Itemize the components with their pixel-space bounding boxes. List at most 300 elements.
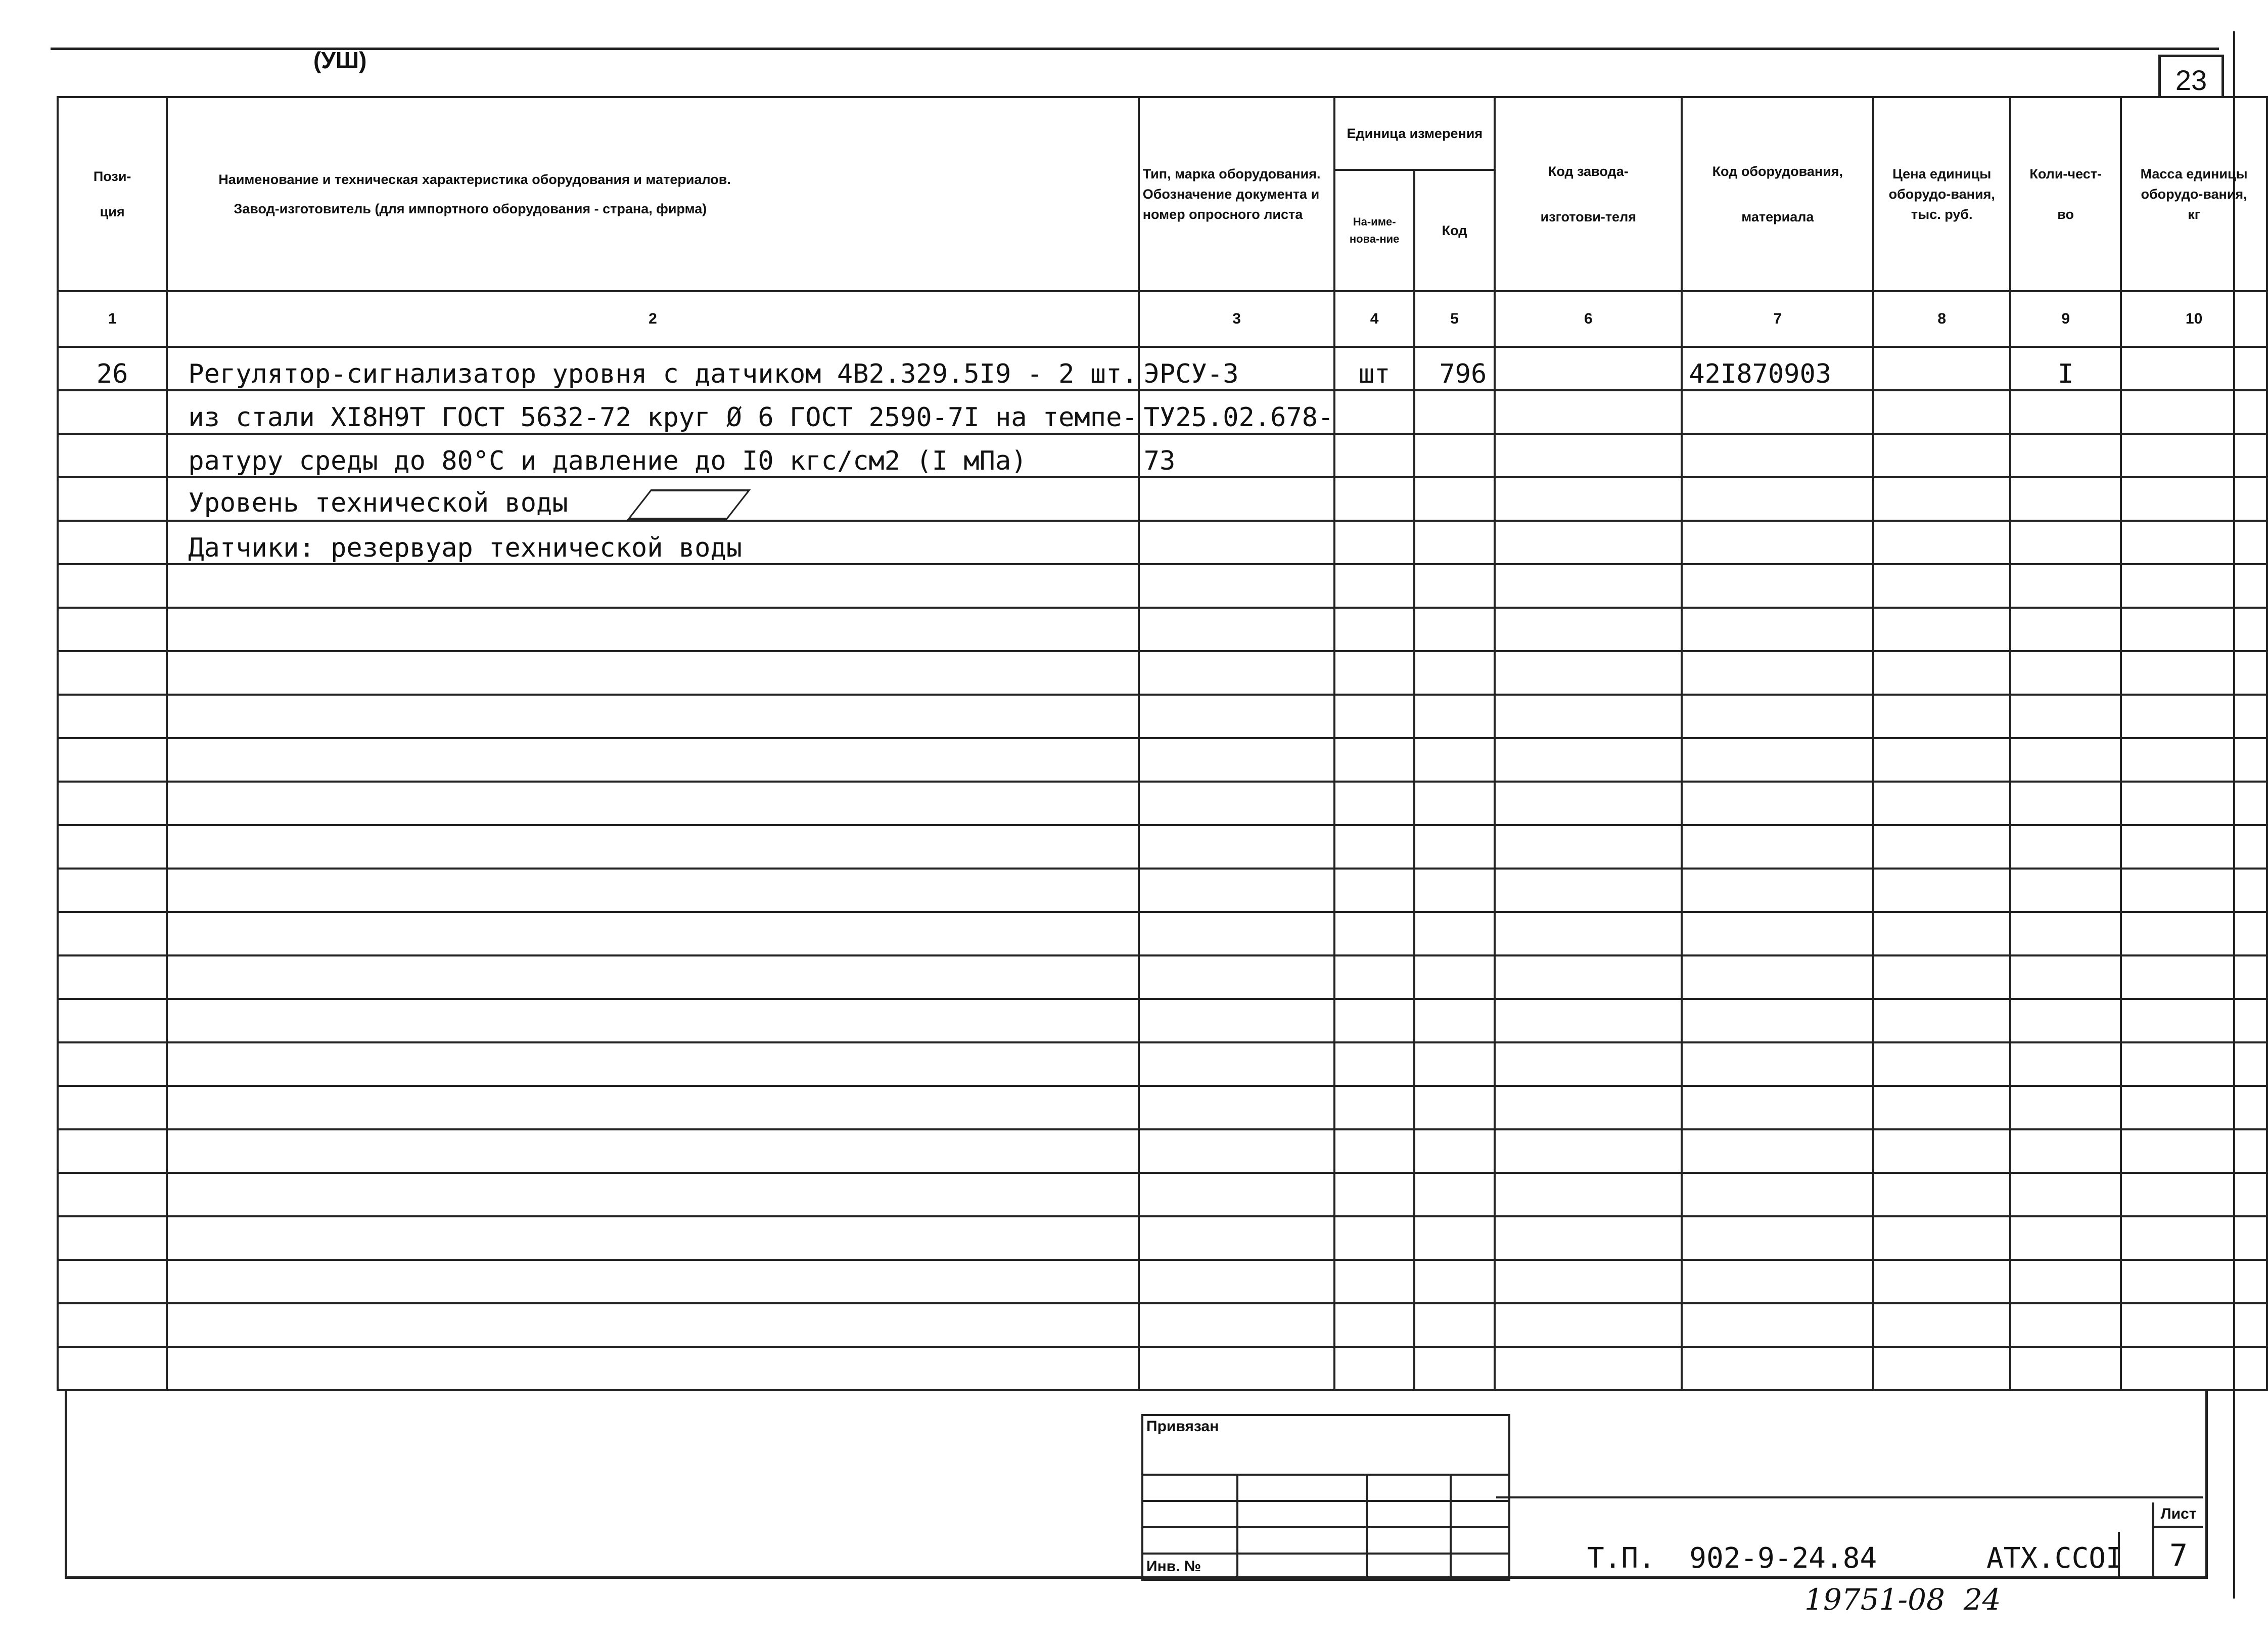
cell-unit-name	[1334, 782, 1414, 825]
cell-quantity	[2010, 477, 2121, 521]
table-row	[58, 695, 2267, 738]
cell-name	[167, 608, 1138, 651]
cell-equipment-code	[1682, 999, 1873, 1042]
cell-equipment-code	[1682, 912, 1873, 955]
cell-plant-code	[1495, 1173, 1682, 1216]
header-name-line1: Наименование и техническая характеристика оборудования и материалов.	[218, 172, 731, 187]
cell-type	[1139, 1347, 1335, 1390]
cell-unit-name	[1334, 1303, 1414, 1347]
cell-quantity	[2010, 1042, 2121, 1086]
cell-unit-name	[1334, 955, 1414, 999]
cell-mass	[2121, 564, 2267, 608]
bottom-frame	[65, 1389, 2208, 1579]
cell-unit-code	[1414, 912, 1495, 955]
cell-type	[1139, 1216, 1335, 1260]
cell-type	[1139, 1129, 1335, 1173]
cell-name: из стали XI8Н9Т ГОСТ 5632-72 круг Ø 6 ГОСТ 2590-7I на темпе-	[167, 390, 1138, 434]
table-row	[58, 477, 2267, 521]
cell-price	[1873, 477, 2010, 521]
stamp-label: Привязан	[1142, 1415, 1509, 1475]
cell-equipment-code	[1682, 1260, 1873, 1303]
cell-plant-code	[1495, 651, 1682, 695]
cell-plant-code	[1495, 390, 1682, 434]
cell-unit-name	[1334, 1129, 1414, 1173]
cell-type	[1139, 955, 1335, 999]
col-number: 1	[58, 291, 167, 347]
cell-name	[167, 1303, 1138, 1347]
cell-plant-code	[1495, 782, 1682, 825]
cell-position	[58, 608, 167, 651]
cell-unit-name	[1334, 1347, 1414, 1390]
cell-price	[1873, 782, 2010, 825]
cell-mass	[2121, 869, 2267, 912]
cell-quantity	[2010, 955, 2121, 999]
cell-unit-code	[1414, 434, 1495, 477]
cell-price	[1873, 1173, 2010, 1216]
cell-name	[167, 564, 1138, 608]
cell-quantity	[2010, 869, 2121, 912]
cell-mass	[2121, 1216, 2267, 1260]
cell-unit-name	[1334, 477, 1414, 521]
cell-position	[58, 564, 167, 608]
cell-type	[1139, 869, 1335, 912]
header-unit: Единица измерения	[1334, 97, 1495, 170]
table-row	[58, 390, 2267, 434]
cell-mass	[2121, 390, 2267, 434]
cell-quantity	[2010, 390, 2121, 434]
cell-quantity	[2010, 651, 2121, 695]
table-row	[58, 912, 2267, 955]
cell-position	[58, 738, 167, 782]
header-unit-name: На-име-нова-ние	[1334, 170, 1414, 291]
cell-price	[1873, 999, 2010, 1042]
cell-position	[58, 1216, 167, 1260]
col-number: 2	[167, 291, 1138, 347]
cell-name	[167, 1086, 1138, 1129]
cell-price	[1873, 738, 2010, 782]
cell-unit-name	[1334, 521, 1414, 564]
cell-name	[167, 738, 1138, 782]
table-row	[58, 347, 2267, 390]
cell-plant-code	[1495, 521, 1682, 564]
cell-name: Уровень технической воды	[167, 477, 1138, 521]
cell-position	[58, 1173, 167, 1216]
cell-name	[167, 912, 1138, 955]
cell-unit-code	[1414, 390, 1495, 434]
cell-type: ЭРСУ-3	[1139, 347, 1335, 390]
cell-equipment-code	[1682, 477, 1873, 521]
cell-unit-code	[1414, 608, 1495, 651]
cell-name	[167, 869, 1138, 912]
cell-unit-code	[1414, 695, 1495, 738]
cell-quantity	[2010, 738, 2121, 782]
cell-name: ратуру среды до 80°С и давление до I0 кгс/см2 (I мПа)	[167, 434, 1138, 477]
cell-plant-code	[1495, 1347, 1682, 1390]
cell-position	[58, 1260, 167, 1303]
cell-plant-code	[1495, 1042, 1682, 1086]
cell-unit-name	[1334, 999, 1414, 1042]
cell-equipment-code	[1682, 564, 1873, 608]
inv-label: Инв. №	[1142, 1554, 1237, 1580]
cell-type	[1139, 651, 1335, 695]
cell-plant-code	[1495, 434, 1682, 477]
col-number: 5	[1414, 291, 1495, 347]
cell-unit-name	[1334, 434, 1414, 477]
cell-unit-name	[1334, 1260, 1414, 1303]
cell-unit-code: 796	[1414, 347, 1495, 390]
cell-equipment-code	[1682, 1347, 1873, 1390]
cell-position	[58, 999, 167, 1042]
cell-position	[58, 695, 167, 738]
title-block-line	[1496, 1496, 2203, 1498]
cell-quantity	[2010, 782, 2121, 825]
cell-unit-name	[1334, 1173, 1414, 1216]
doc-number: Т.П. 902-9-24.84	[1587, 1542, 1877, 1575]
cell-mass	[2121, 1260, 2267, 1303]
table-row	[58, 1260, 2267, 1303]
cell-price	[1873, 1042, 2010, 1086]
cell-price	[1873, 1216, 2010, 1260]
cell-type	[1139, 521, 1335, 564]
cell-position	[58, 390, 167, 434]
table-row	[58, 1086, 2267, 1129]
cell-equipment-code	[1682, 651, 1873, 695]
cell-name	[167, 825, 1138, 869]
cell-type	[1139, 999, 1335, 1042]
table-row	[58, 1347, 2267, 1390]
cell-quantity	[2010, 912, 2121, 955]
cell-type	[1139, 1086, 1335, 1129]
cell-equipment-code: 42I870903	[1682, 347, 1873, 390]
cell-unit-name	[1334, 869, 1414, 912]
cell-position	[58, 651, 167, 695]
cell-equipment-code	[1682, 825, 1873, 869]
cell-position	[58, 782, 167, 825]
cell-plant-code	[1495, 477, 1682, 521]
cell-unit-code	[1414, 1086, 1495, 1129]
cell-name: Датчики: резервуар технической воды	[167, 521, 1138, 564]
cell-quantity	[2010, 1129, 2121, 1173]
column-number-row	[58, 291, 2267, 347]
cell-quantity	[2010, 1260, 2121, 1303]
cell-equipment-code	[1682, 521, 1873, 564]
specification-table	[57, 96, 2268, 1391]
cell-price	[1873, 955, 2010, 999]
cell-name	[167, 955, 1138, 999]
cell-type	[1139, 1303, 1335, 1347]
top-border-line	[51, 48, 2219, 50]
cell-mass	[2121, 1086, 2267, 1129]
cell-type	[1139, 912, 1335, 955]
doc-code: АТХ.ССОI	[1986, 1542, 2123, 1575]
cell-position	[58, 521, 167, 564]
cell-unit-name	[1334, 608, 1414, 651]
cell-mass	[2121, 1173, 2267, 1216]
cell-quantity	[2010, 1303, 2121, 1347]
cell-equipment-code	[1682, 434, 1873, 477]
cell-unit-name	[1334, 1216, 1414, 1260]
cell-type	[1139, 1260, 1335, 1303]
cell-quantity	[2010, 521, 2121, 564]
cell-type	[1139, 825, 1335, 869]
col-number: 8	[1873, 291, 2010, 347]
table-row	[58, 782, 2267, 825]
cell-unit-name	[1334, 1086, 1414, 1129]
cell-unit-code	[1414, 869, 1495, 912]
cell-quantity	[2010, 999, 2121, 1042]
table-row	[58, 651, 2267, 695]
cell-name	[167, 651, 1138, 695]
cell-unit-name	[1334, 738, 1414, 782]
cell-unit-code	[1414, 738, 1495, 782]
cell-mass	[2121, 521, 2267, 564]
cell-plant-code	[1495, 608, 1682, 651]
cell-unit-code	[1414, 1260, 1495, 1303]
col-number: 10	[2121, 291, 2267, 347]
cell-quantity	[2010, 1173, 2121, 1216]
header-position: Пози- ция	[58, 97, 167, 291]
cell-unit-name	[1334, 695, 1414, 738]
cell-plant-code	[1495, 912, 1682, 955]
cell-name	[167, 1347, 1138, 1390]
col-number: 6	[1495, 291, 1682, 347]
cell-equipment-code	[1682, 1173, 1873, 1216]
header-unit-code: Код	[1414, 170, 1495, 291]
cell-price	[1873, 825, 2010, 869]
cell-unit-name: шт	[1334, 347, 1414, 390]
cell-name	[167, 1260, 1138, 1303]
cell-plant-code	[1495, 347, 1682, 390]
header-name	[167, 97, 1138, 291]
cell-type	[1139, 782, 1335, 825]
cell-plant-code	[1495, 955, 1682, 999]
cell-plant-code	[1495, 1216, 1682, 1260]
col-number: 3	[1139, 291, 1335, 347]
cell-position	[58, 1303, 167, 1347]
cell-mass	[2121, 651, 2267, 695]
cell-name: Регулятор-сигнализатор уровня с датчиком 4В2.329.5I9 - 2 шт.	[167, 347, 1138, 390]
table-row	[58, 999, 2267, 1042]
cell-equipment-code	[1682, 738, 1873, 782]
cell-price	[1873, 912, 2010, 955]
cell-type: ТУ25.02.678-	[1139, 390, 1335, 434]
cell-price	[1873, 608, 2010, 651]
table-row	[58, 521, 2267, 564]
table-row	[58, 608, 2267, 651]
cell-mass	[2121, 695, 2267, 738]
cell-mass	[2121, 608, 2267, 651]
cell-position	[58, 477, 167, 521]
cell-mass	[2121, 955, 2267, 999]
cell-position	[58, 1042, 167, 1086]
cell-equipment-code	[1682, 782, 1873, 825]
cell-plant-code	[1495, 999, 1682, 1042]
cell-unit-code	[1414, 651, 1495, 695]
cell-equipment-code	[1682, 869, 1873, 912]
title-block-divider	[2118, 1532, 2120, 1576]
cell-type	[1139, 564, 1335, 608]
cell-price	[1873, 390, 2010, 434]
cell-mass	[2121, 738, 2267, 782]
cell-unit-code	[1414, 782, 1495, 825]
sheet-corner-number: 23	[2158, 55, 2224, 97]
col-number: 9	[2010, 291, 2121, 347]
cell-equipment-code	[1682, 1303, 1873, 1347]
section-code: (УШ)	[313, 47, 367, 73]
cell-mass	[2121, 477, 2267, 521]
cell-equipment-code	[1682, 1216, 1873, 1260]
cell-unit-name	[1334, 651, 1414, 695]
cell-unit-code	[1414, 1129, 1495, 1173]
cell-price	[1873, 1129, 2010, 1173]
cell-type: 73	[1139, 434, 1335, 477]
cell-price	[1873, 347, 2010, 390]
cell-price	[1873, 1086, 2010, 1129]
cell-quantity	[2010, 434, 2121, 477]
table-row	[58, 738, 2267, 782]
cell-mass	[2121, 347, 2267, 390]
cell-quantity	[2010, 825, 2121, 869]
cell-mass	[2121, 825, 2267, 869]
cell-position	[58, 1129, 167, 1173]
cell-equipment-code	[1682, 1086, 1873, 1129]
cell-mass	[2121, 1347, 2267, 1390]
cell-quantity	[2010, 1086, 2121, 1129]
header-plant-code: Код завода-изготови-теля	[1495, 97, 1682, 291]
cell-name	[167, 695, 1138, 738]
cell-price	[1873, 869, 2010, 912]
cell-unit-code	[1414, 477, 1495, 521]
table-row	[58, 564, 2267, 608]
cell-quantity	[2010, 564, 2121, 608]
table-row	[58, 955, 2267, 999]
cell-mass	[2121, 782, 2267, 825]
cell-name	[167, 1129, 1138, 1173]
cell-name	[167, 1173, 1138, 1216]
inventory-number: 19751-08 24	[1804, 1582, 2001, 1617]
cell-name	[167, 1042, 1138, 1086]
cell-price	[1873, 695, 2010, 738]
cell-position	[58, 955, 167, 999]
header-row	[58, 97, 2267, 170]
cell-equipment-code	[1682, 955, 1873, 999]
cell-position	[58, 825, 167, 869]
cell-equipment-code	[1682, 390, 1873, 434]
level-symbol-icon	[627, 489, 751, 520]
cell-type	[1139, 695, 1335, 738]
cell-type	[1139, 1042, 1335, 1086]
cell-mass	[2121, 1303, 2267, 1347]
cell-unit-name	[1334, 564, 1414, 608]
cell-position	[58, 1086, 167, 1129]
cell-type	[1139, 1173, 1335, 1216]
cell-plant-code	[1495, 1086, 1682, 1129]
table-row	[58, 1042, 2267, 1086]
cell-unit-code	[1414, 1173, 1495, 1216]
cell-quantity: I	[2010, 347, 2121, 390]
cell-type	[1139, 608, 1335, 651]
cell-price	[1873, 521, 2010, 564]
cell-unit-code	[1414, 1303, 1495, 1347]
cell-unit-code	[1414, 564, 1495, 608]
table-row	[58, 434, 2267, 477]
cell-price	[1873, 651, 2010, 695]
cell-equipment-code	[1682, 1042, 1873, 1086]
cell-plant-code	[1495, 1129, 1682, 1173]
cell-unit-name	[1334, 912, 1414, 955]
cell-plant-code	[1495, 738, 1682, 782]
cell-position	[58, 1347, 167, 1390]
cell-mass	[2121, 434, 2267, 477]
cell-quantity	[2010, 608, 2121, 651]
sheet-label: Лист	[2154, 1506, 2203, 1528]
cell-unit-code	[1414, 999, 1495, 1042]
table-row	[58, 825, 2267, 869]
cell-equipment-code	[1682, 1129, 1873, 1173]
cell-plant-code	[1495, 1260, 1682, 1303]
cell-unit-code	[1414, 955, 1495, 999]
cell-mass	[2121, 999, 2267, 1042]
cell-price	[1873, 1347, 2010, 1390]
col-number: 4	[1334, 291, 1414, 347]
table-row	[58, 1173, 2267, 1216]
table-row	[58, 869, 2267, 912]
header-quantity: Коли-чест-во	[2010, 97, 2121, 291]
table-row	[58, 1129, 2267, 1173]
table-row	[58, 1216, 2267, 1260]
cell-position	[58, 434, 167, 477]
cell-unit-code	[1414, 1347, 1495, 1390]
cell-quantity	[2010, 1347, 2121, 1390]
cell-position	[58, 912, 167, 955]
cell-mass	[2121, 1042, 2267, 1086]
table-row	[58, 1303, 2267, 1347]
cell-plant-code	[1495, 825, 1682, 869]
cell-equipment-code	[1682, 695, 1873, 738]
cell-plant-code	[1495, 869, 1682, 912]
cell-unit-code	[1414, 1216, 1495, 1260]
cell-name	[167, 999, 1138, 1042]
cell-price	[1873, 564, 2010, 608]
cell-unit-code	[1414, 1042, 1495, 1086]
cell-equipment-code	[1682, 608, 1873, 651]
cell-quantity	[2010, 695, 2121, 738]
cell-plant-code	[1495, 695, 1682, 738]
cell-quantity	[2010, 1216, 2121, 1260]
sheet-number: 7	[2169, 1538, 2188, 1573]
header-mass: Масса единицы оборудо-вания, кг	[2121, 97, 2267, 291]
cell-position: 26	[58, 347, 167, 390]
cell-name	[167, 782, 1138, 825]
cell-mass	[2121, 912, 2267, 955]
header-name-line2: Завод-изготовитель (для импортного оборудования - страна, фирма)	[234, 201, 707, 216]
cell-type	[1139, 738, 1335, 782]
cell-unit-code	[1414, 521, 1495, 564]
cell-unit-name	[1334, 1042, 1414, 1086]
cell-price	[1873, 1260, 2010, 1303]
cell-unit-name	[1334, 390, 1414, 434]
header-type: Тип, марка оборудования. Обозначение документа и номер опросного листа	[1139, 97, 1335, 291]
cell-plant-code	[1495, 1303, 1682, 1347]
approval-stamp	[1141, 1414, 1510, 1581]
cell-unit-code	[1414, 825, 1495, 869]
cell-unit-name	[1334, 825, 1414, 869]
col-number: 7	[1682, 291, 1873, 347]
cell-plant-code	[1495, 564, 1682, 608]
header-equipment-code: Код оборудования, материала	[1682, 97, 1873, 291]
cell-position	[58, 869, 167, 912]
cell-type	[1139, 477, 1335, 521]
